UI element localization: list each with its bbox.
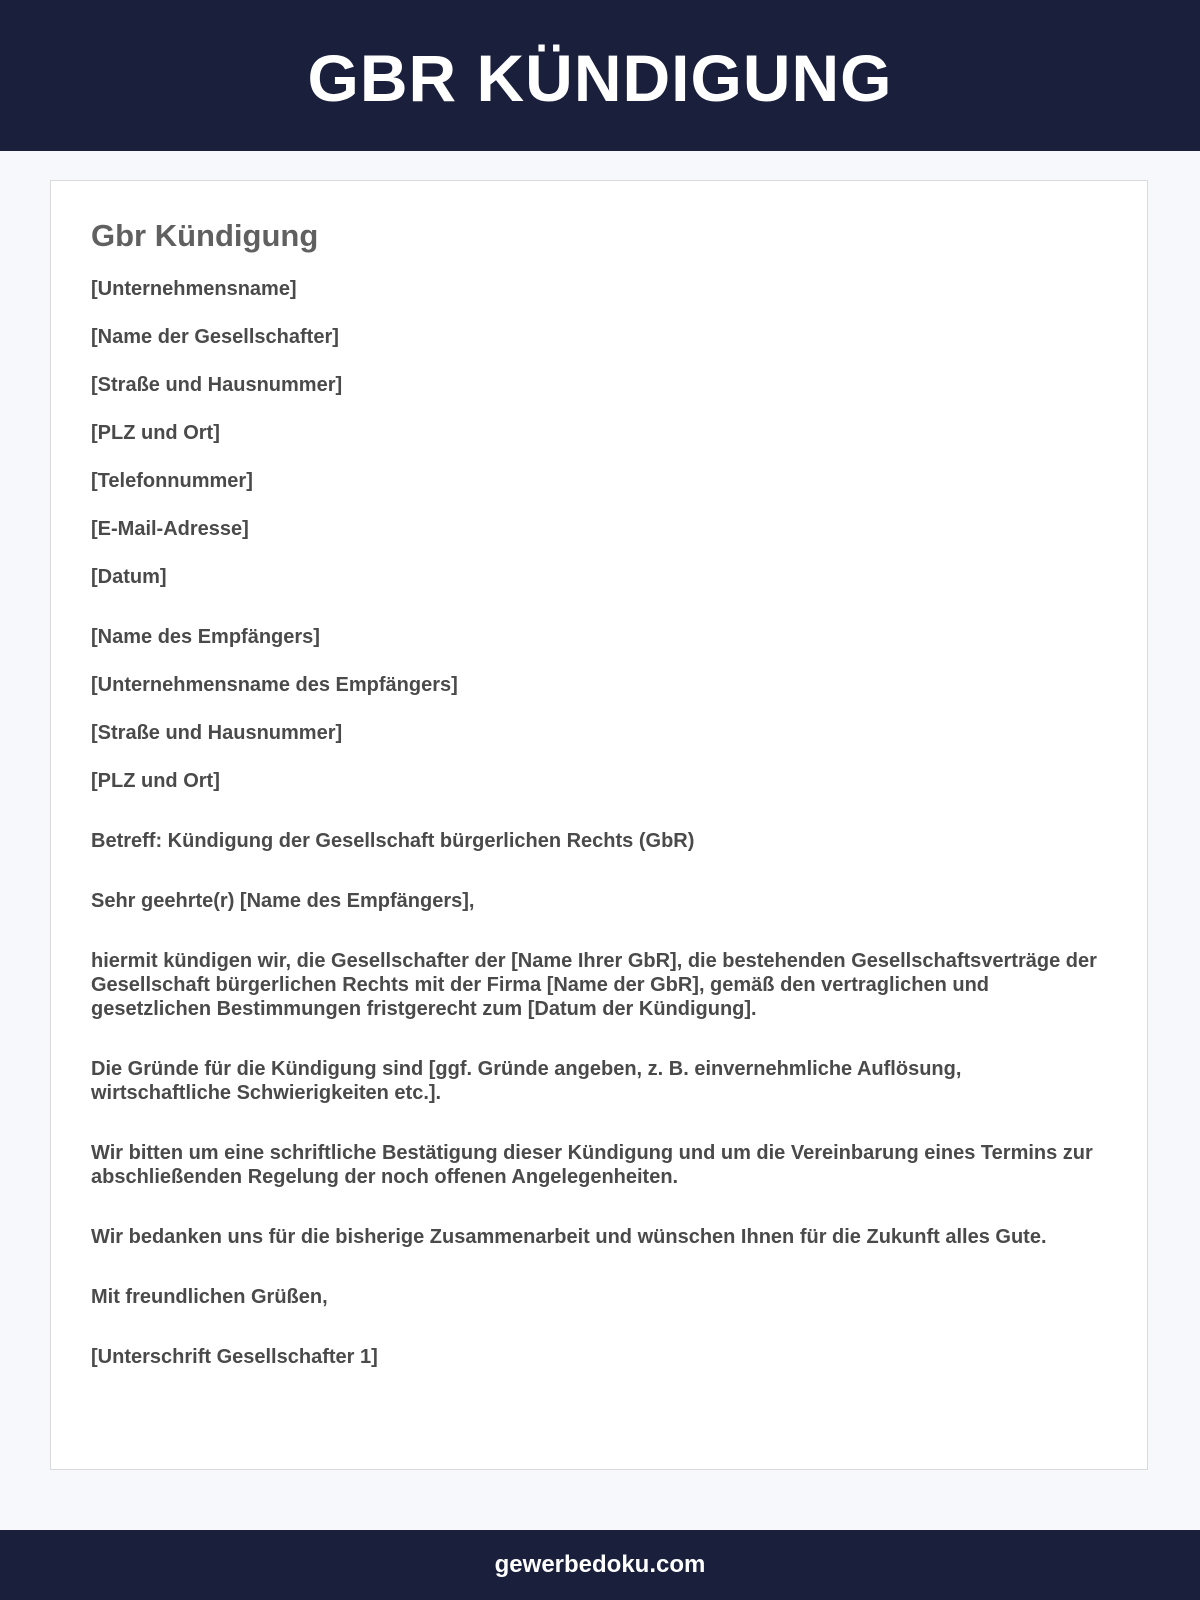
letter-subject: Betreff: Kündigung der Gesellschaft bürgerlichen Rechts (GbR) bbox=[91, 830, 695, 852]
letter-date: [Datum] bbox=[91, 566, 167, 588]
recipient-street: [Straße und Hausnummer] bbox=[91, 722, 343, 744]
body-paragraph: hiermit kündigen wir, die Gesellschafter der [Name Ihrer GbR], die bestehenden Gesellschaftsverträge der Gesellschaft bürgerlichen Rechts mit der Firma [Name der GbR], gemäß den vertraglichen und gesetzlichen Bestimmungen fristgerecht zum [Datum der Kündigung]. bbox=[91, 950, 1097, 1020]
document-card bbox=[50, 180, 1148, 1470]
sender-email: [E-Mail-Adresse] bbox=[91, 518, 249, 540]
page-header bbox=[0, 0, 1200, 151]
letter-closing: Mit freundlichen Grüßen, bbox=[91, 1286, 328, 1308]
sender-phone: [Telefonnummer] bbox=[91, 470, 253, 492]
sender-company: [Unternehmensname] bbox=[91, 278, 297, 300]
page-title: GBR KÜNDIGUNG bbox=[307, 40, 893, 115]
letter-salutation: Sehr geehrte(r) [Name des Empfängers], bbox=[91, 890, 475, 912]
signature-placeholder: [Unterschrift Gesellschafter 1] bbox=[91, 1346, 378, 1368]
recipient-company: [Unternehmensname des Empfängers] bbox=[91, 674, 458, 696]
sender-city: [PLZ und Ort] bbox=[91, 422, 220, 444]
recipient-city: [PLZ und Ort] bbox=[91, 770, 220, 792]
document-title: Gbr Kündigung bbox=[91, 218, 319, 253]
body-paragraph: Die Gründe für die Kündigung sind [ggf. Gründe angeben, z. B. einvernehmliche Auflösung, wirtschaftliche Schwierigkeiten etc.]. bbox=[91, 1058, 962, 1104]
sender-partners: [Name der Gesellschafter] bbox=[91, 326, 339, 348]
footer-site-link[interactable]: gewerbedoku.com bbox=[494, 1551, 706, 1578]
recipient-name: [Name des Empfängers] bbox=[91, 626, 320, 648]
body-paragraph: Wir bitten um eine schriftliche Bestätigung dieser Kündigung und um die Vereinbarung eines Termins zur abschließenden Regelung der noch offenen Angelegenheiten. bbox=[91, 1142, 1093, 1188]
sender-street: [Straße und Hausnummer] bbox=[91, 374, 343, 396]
page-footer bbox=[0, 1530, 1200, 1600]
body-paragraph: Wir bedanken uns für die bisherige Zusammenarbeit und wünschen Ihnen für die Zukunft alles Gute. bbox=[91, 1226, 1047, 1248]
